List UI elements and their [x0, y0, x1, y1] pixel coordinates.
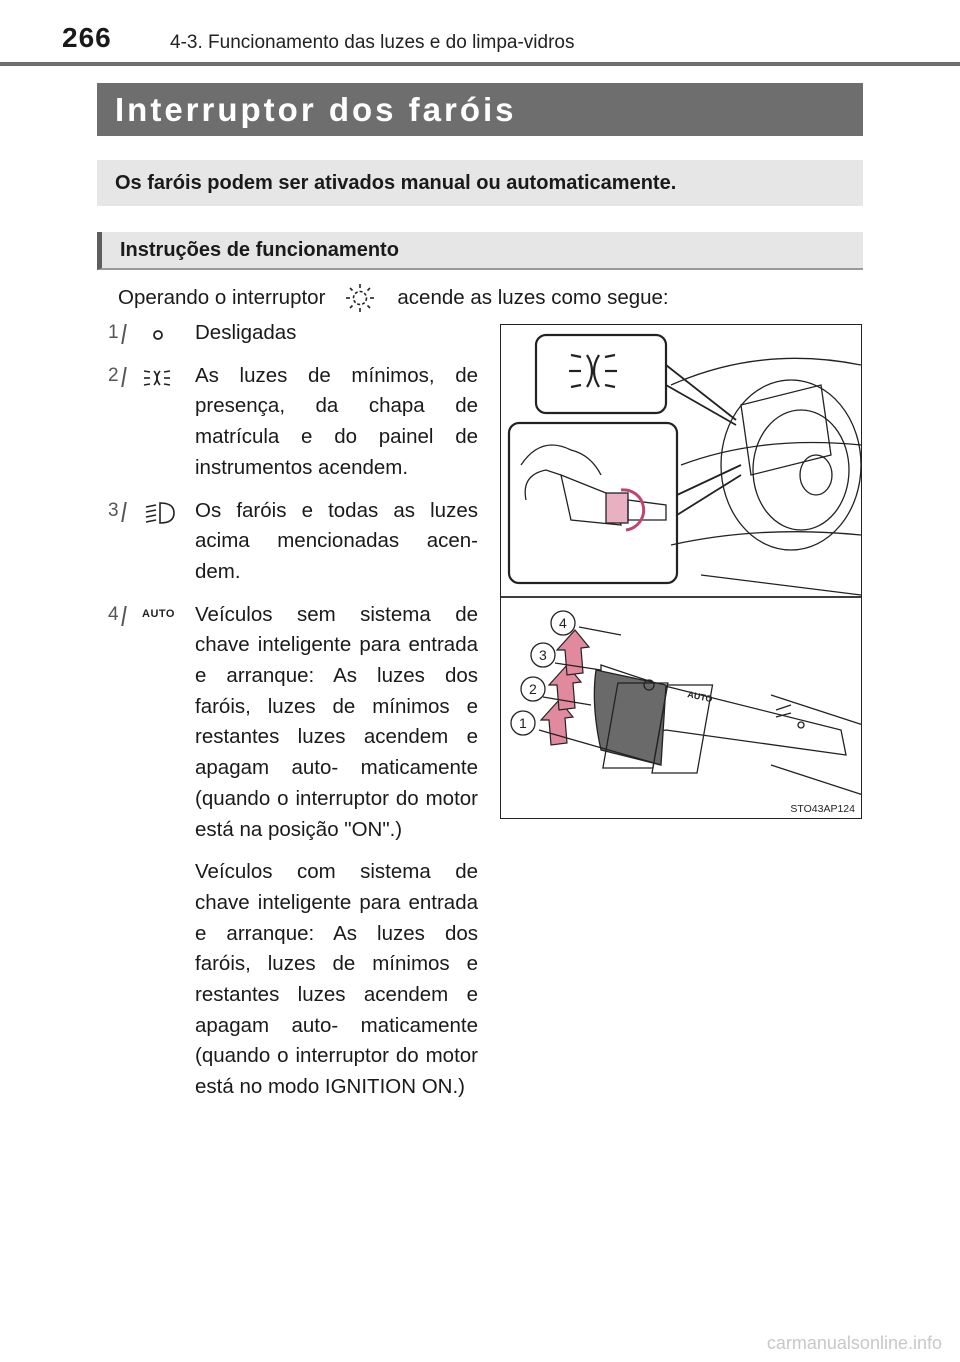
header-rule — [0, 62, 960, 66]
list-item — [104, 361, 478, 496]
lead-after: acende as luzes como segue: — [397, 286, 669, 309]
headlight-icon — [142, 500, 186, 526]
headlight-switch-illustration — [500, 324, 862, 819]
stalk-auto-label: AUTO — [686, 689, 714, 705]
auto-label: AUTO — [142, 607, 175, 620]
callout-1: 1 — [519, 715, 527, 731]
item-text: Os faróis e todas as luzes acima mencionadas acen- dem. — [195, 498, 478, 583]
watermark: carmanualsonline.info — [766, 1333, 942, 1353]
page-title: Interruptor dos faróis — [97, 83, 863, 136]
item-text: Veículos sem sistema de chave inteligente para entrada e arranque: As luzes dos faróis, luzes de mínimos e restantes luzes acendem e apagam auto- maticamente (quando o interruptor do motor está na posição "ON".) — [195, 602, 478, 841]
item-text: As luzes de mínimos, de presença, da chapa de matrícula e do painel de instrumentos acendem. — [195, 363, 478, 479]
chapter-title: 4-3. Funcionamento das luzes e do limpa-vidros — [170, 32, 575, 53]
lead-sentence — [118, 283, 669, 313]
section-heading: Instruções de funcionamento — [97, 232, 863, 270]
item-number: 2 — [108, 365, 130, 387]
parking-light-icon — [142, 365, 186, 391]
page-number: 266 — [62, 22, 112, 53]
list-item — [104, 318, 478, 361]
auto-mode-icon — [142, 604, 186, 630]
headlight-switch-icon — [345, 283, 375, 313]
callout-3: 3 — [539, 647, 547, 663]
list-item — [104, 496, 478, 600]
callout-4: 4 — [559, 615, 567, 631]
item-number: 1 — [108, 322, 130, 344]
positions-list — [104, 318, 478, 1115]
item-number: 4 — [108, 604, 130, 626]
item-text: Desligadas — [195, 321, 297, 344]
illustration-drawing — [501, 325, 862, 819]
lead-before: Operando o interruptor — [118, 286, 326, 309]
item-number: 3 — [108, 500, 130, 522]
intro-box: Os faróis podem ser ativados manual ou automaticamente. — [97, 160, 863, 206]
off-circle-icon — [142, 322, 186, 348]
figure-code: STO43AP124 — [790, 803, 855, 815]
callout-2: 2 — [529, 681, 537, 697]
item-text: Veículos com sistema de chave inteligente para entrada e arranque: As luzes dos faróis, luzes de mínimos e restantes luzes acendem e apagam auto- maticamente (quando o interruptor do motor está no modo IGNITION ON.) — [195, 860, 478, 1099]
list-item — [104, 600, 478, 1115]
